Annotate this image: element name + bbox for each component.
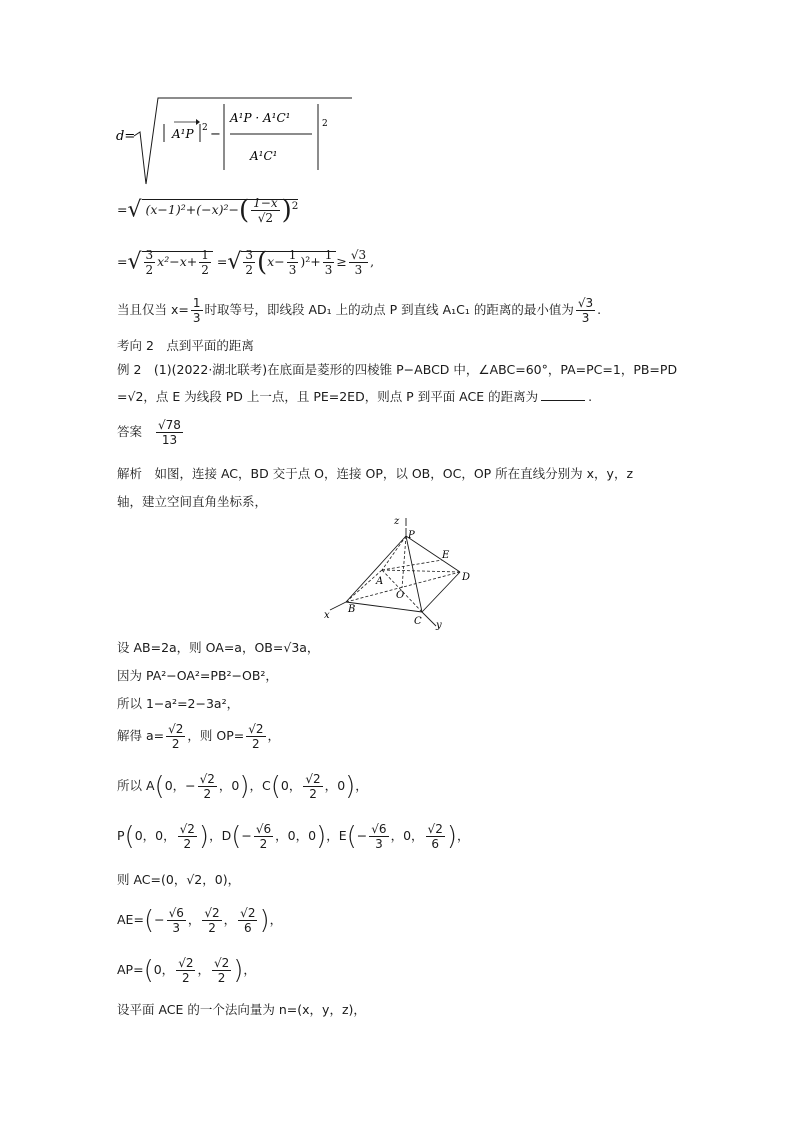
exp-2b: 2 bbox=[322, 119, 328, 129]
conclusion-line: 当且仅当 x= $\frac{1}{3}$ 时取等号，即线段 AD₁ 上的动点 P 到直线 A₁C₁ 的距离的最小值为 $\frac{√3}{3}$ . bbox=[117, 296, 602, 325]
step3-line: =√ $\frac{3}{2}$ x²−x+ $\frac{1}{2}$ =√ $\frac{3}{2}$ (x− $\frac{1}{3}$ )²+ $\frac{1}{3}$ ≥ $\frac{√3}{3}$ , bbox=[117, 247, 375, 278]
answer-blank bbox=[541, 388, 585, 401]
frac-num: A¹P · A¹C¹ bbox=[230, 111, 291, 125]
step2-body: (x−1)²+(−x)²− bbox=[145, 202, 239, 217]
step-s6: P(0，0， $\frac{√2}{2}$ )，D(− $\frac{√6}{2}$ ，0，0)，E(− $\frac{√6}{3}$ ，0， $\frac{√2}{6}$ )， bbox=[117, 821, 470, 852]
minus-sign: − bbox=[210, 127, 221, 142]
label-a: A bbox=[376, 576, 384, 587]
analysis-line-1: 解析 如图，连接 AC，BD 交于点 O，连接 OP，以 OB，OC，OP 所在直线分别为 x，y，z bbox=[117, 466, 634, 481]
step-s3: 所以 1−a²=2−3a²， bbox=[117, 696, 240, 711]
answer-line: 答案 $\frac{√78}{13}$ bbox=[117, 418, 181, 447]
a1p-text: A¹P bbox=[172, 127, 194, 141]
step-s8: AE=(− $\frac{√6}{3}$ ， $\frac{√2}{2}$ ， $\frac{√2}{6}$ )， bbox=[117, 905, 283, 936]
exp-2: 2 bbox=[202, 123, 208, 133]
formula-d-radical bbox=[112, 92, 352, 192]
label-x: x bbox=[324, 610, 330, 621]
label-b: B bbox=[348, 604, 356, 615]
label-d: D bbox=[462, 572, 471, 583]
step-s7: 则 AC=(0，√2，0)， bbox=[117, 872, 241, 887]
d-label: d= bbox=[116, 129, 136, 144]
analysis-line-2: 轴，建立空间直角坐标系， bbox=[117, 494, 268, 509]
step-s2: 因为 PA²−OA²=PB²−OB²， bbox=[117, 668, 278, 683]
step-s4: 解得 a= $\frac{√2}{2}$ ，则 OP= $\frac{√2}{2}$ ， bbox=[117, 722, 281, 751]
label-y: y bbox=[436, 620, 442, 630]
label-o: O bbox=[396, 590, 405, 601]
pyramid-figure bbox=[318, 514, 478, 630]
example-line-2: =√2，点 E 为线段 PD 上一点，且 PE=2ED，则点 P 到平面 ACE 的距离为 . bbox=[117, 389, 593, 404]
step2-line: =√ (x−1)²+(−x)²−( $\frac{1-x}{√2}$ )$^2$ bbox=[117, 195, 299, 226]
step-s1: 设 AB=2a，则 OA=a，OB=√3a， bbox=[117, 640, 320, 655]
answer-label: 答案 bbox=[117, 424, 143, 439]
example-line-1: 例 2 (1)(2022·湖北联考)在底面是菱形的四棱锥 P−ABCD 中，∠ABC=60°，PA=PC=1，PB=PD bbox=[117, 362, 678, 377]
section-heading: 考向 2 点到平面的距离 bbox=[117, 338, 254, 353]
step-s5: 所以 A(0，− $\frac{√2}{2}$ ，0)，C(0， $\frac{√2}{2}$ ，0)， bbox=[117, 771, 368, 802]
frac-den: A¹C¹ bbox=[250, 149, 278, 163]
step-s9: AP=(0， $\frac{√2}{2}$ ， $\frac{√2}{2}$ )， bbox=[117, 955, 256, 986]
label-z: z bbox=[394, 516, 400, 527]
label-p: P bbox=[408, 530, 415, 541]
label-c: C bbox=[414, 616, 422, 627]
label-e: E bbox=[442, 550, 450, 561]
step-s10: 设平面 ACE 的一个法向量为 n=(x，y，z)， bbox=[117, 1002, 366, 1017]
